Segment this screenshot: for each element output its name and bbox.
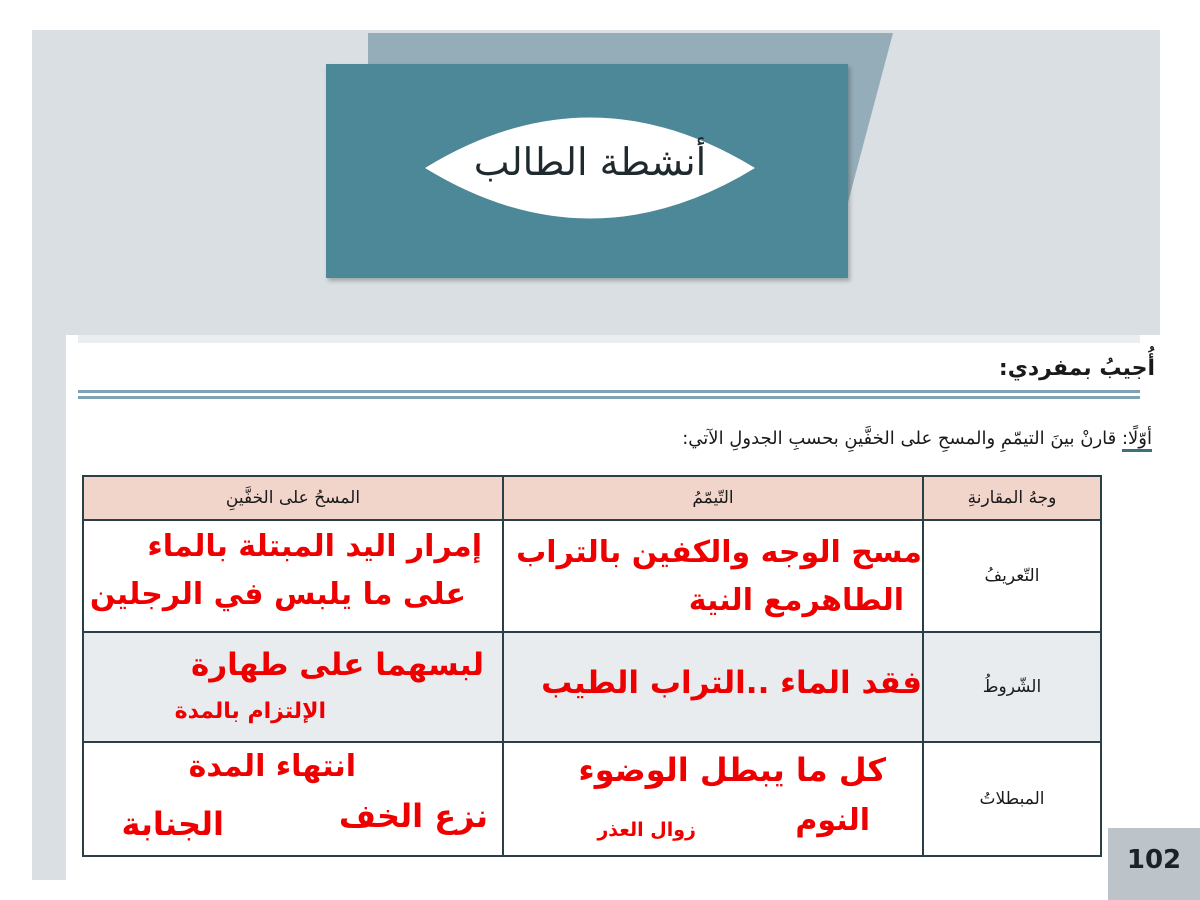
question-number: أوّلًا: — [1122, 428, 1152, 452]
answer-text: انتهاء المدة — [188, 749, 356, 784]
row-label-conditions: الشّروطُ — [923, 632, 1101, 742]
answer-text: كل ما يبطل الوضوء — [578, 751, 886, 789]
cell-khuffain-definition — [83, 520, 503, 632]
panel-top-strip — [78, 335, 1140, 343]
row-label-invalidators: المبطلاتُ — [923, 742, 1101, 856]
answer-text: النوم — [795, 803, 870, 838]
answer-text: الطاهرمع النية — [688, 583, 904, 618]
answer-text: الجنابة — [121, 805, 224, 843]
answer-text: لبسهما على طهارة — [191, 647, 484, 683]
answer-text: زوال العذر — [597, 819, 696, 841]
header-tayammum: التّيمّمُ — [503, 476, 923, 520]
answer-text: فقد الماء ..التراب الطيب — [541, 665, 922, 701]
answer-text: الإلتزام بالمدة — [174, 699, 326, 724]
table-header-row — [83, 476, 1101, 520]
question-line — [682, 428, 1152, 449]
table-row-definition — [83, 520, 1101, 632]
answer-text: مسح الوجه والكفين بالتراب — [516, 535, 922, 570]
answer-text: على ما يلبس في الرجلين — [89, 577, 466, 612]
banner-title: أنشطة الطالب — [473, 140, 707, 184]
cell-tayammum-conditions — [503, 632, 923, 742]
cell-tayammum-invalidators — [503, 742, 923, 856]
answer-text: إمرار اليد المبتلة بالماء — [147, 529, 482, 564]
header-aspect: وجهُ المقارنةِ — [923, 476, 1101, 520]
cell-khuffain-invalidators — [83, 742, 503, 856]
heading-rule-second — [78, 396, 1140, 399]
question-text: قارنْ بينَ التيمّمِ والمسحِ على الخفَّينِ بحسبِ الجدولِ الآتي: — [682, 428, 1117, 449]
page-number: 102 — [1126, 845, 1182, 875]
comparison-table — [82, 475, 1102, 857]
row-label-definition: التّعريفُ — [923, 520, 1101, 632]
cell-khuffain-conditions — [83, 632, 503, 742]
header-khuffain: المسحُ على الخفَّينِ — [83, 476, 503, 520]
cell-tayammum-definition — [503, 520, 923, 632]
table-row-invalidators — [83, 742, 1101, 856]
answer-text: نزع الخف — [338, 797, 488, 835]
section-heading: أُجيبُ بمفردي: — [998, 356, 1155, 381]
table-row-conditions — [83, 632, 1101, 742]
heading-rule — [78, 390, 1140, 393]
